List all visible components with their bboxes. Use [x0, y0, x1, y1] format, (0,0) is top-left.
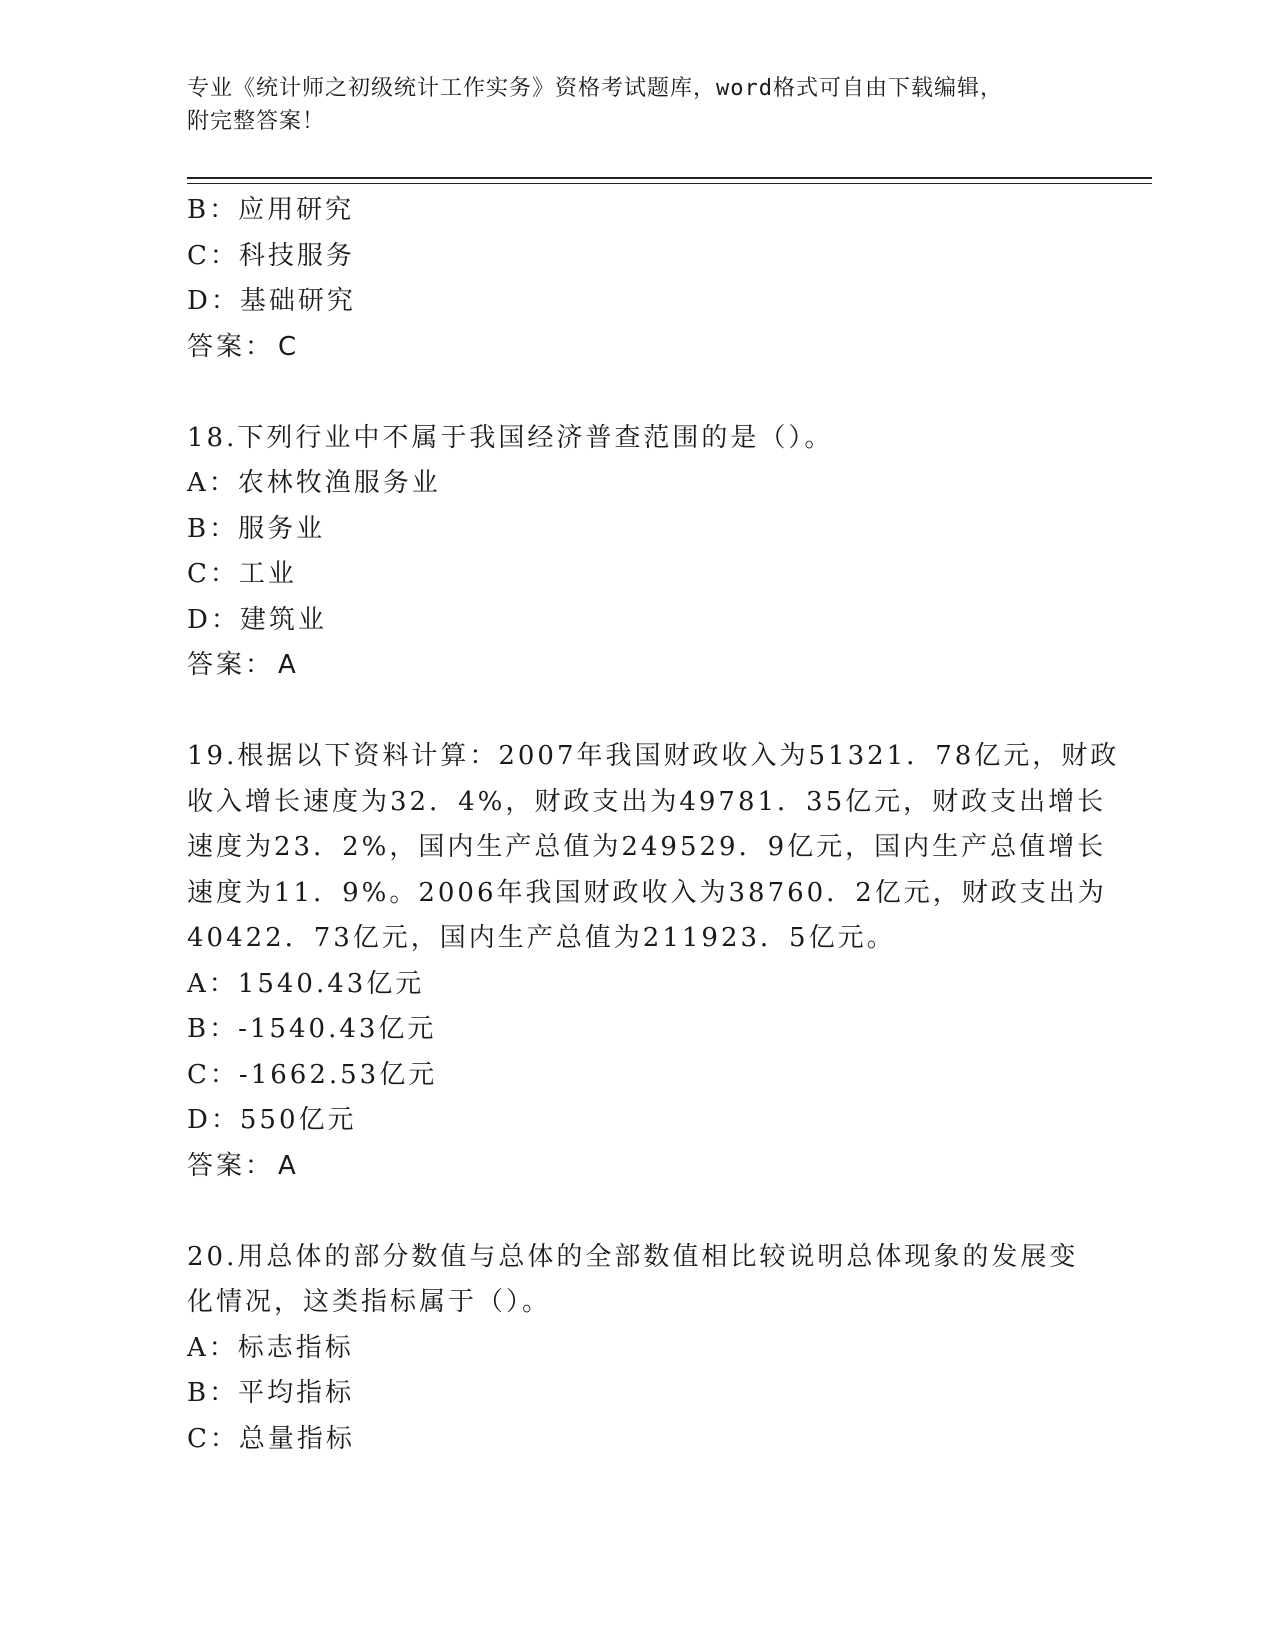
question-text-line-4: 速度为11．9%。2006年我国财政收入为38760．2亿元，财政支出为 [187, 877, 1107, 908]
question-text-line-1: 20.用总体的部分数值与总体的全部数值相比较说明总体现象的发展变 [187, 1241, 1079, 1272]
option-text: 服务业 [238, 513, 326, 544]
option-label: D： [187, 1105, 240, 1135]
option-label: B： [187, 1378, 239, 1408]
option-label: A： [187, 468, 238, 498]
option-label: D： [187, 604, 240, 635]
answer-value: C [278, 331, 300, 362]
option-a [187, 962, 1087, 1008]
question-18 [187, 416, 1087, 689]
option-a [187, 1326, 1087, 1372]
option-text: -1540.43亿元 [238, 1014, 437, 1044]
spacer [187, 370, 1087, 416]
question-content [187, 188, 1120, 1462]
option-d [187, 1098, 1087, 1144]
option-text: 标志指标 [237, 1332, 354, 1363]
option-c [187, 552, 1087, 598]
question-text-line-5: 40422．73亿元，国内生产总值为211923．5亿元。 [187, 923, 896, 953]
option-text: 科技服务 [238, 240, 355, 271]
question-text-line-3: 速度为23．2%，国内生产总值为249529．9亿元，国内生产总值增长 [187, 832, 1107, 862]
option-label: C： [187, 559, 239, 589]
question-text-line-2: 化情况，这类指标属于（）。 [187, 1287, 552, 1317]
header-rule-thin [187, 183, 1152, 184]
option-text: 工业 [238, 559, 297, 589]
option-c [187, 1053, 1087, 1099]
option-text: 建筑业 [239, 604, 327, 635]
option-label: D： [187, 286, 240, 316]
option-label: B： [187, 195, 239, 225]
question-20 [187, 1235, 1087, 1463]
document-header [187, 72, 1067, 138]
option-d [187, 598, 1087, 644]
option-b [187, 1007, 1087, 1053]
option-b [187, 1371, 1087, 1417]
spacer [187, 1189, 1087, 1235]
question-19 [187, 734, 1120, 1189]
option-text: 550亿元 [239, 1105, 357, 1135]
answer-value: A [278, 1150, 299, 1181]
option-label: C： [187, 240, 239, 271]
answer-label: 答案： [187, 331, 275, 362]
header-line-1: 专业《统计师之初级统计工作实务》资格考试题库，word格式可自由下载编辑， [187, 76, 1003, 101]
header-rule-thick [187, 177, 1152, 179]
option-text: 基础研究 [239, 286, 356, 316]
option-b [187, 188, 1087, 234]
question-text-line-1: 19.根据以下资料计算：2007年我国财政收入为51321．78亿元，财政 [187, 741, 1120, 771]
question-text-line-2: 收入增长速度为32．4%，财政支出为49781．35亿元，财政支出增长 [187, 786, 1107, 817]
spacer [187, 689, 1087, 735]
option-text: 总量指标 [238, 1423, 355, 1454]
option-text: 农林牧渔服务业 [237, 468, 441, 498]
header-line-2: 附完整答案！ [187, 109, 326, 134]
answer [187, 1144, 1087, 1190]
option-text: 应用研究 [238, 195, 355, 225]
option-c [187, 234, 1087, 280]
option-label: B： [187, 1014, 239, 1044]
option-d [187, 279, 1087, 325]
option-c [187, 1417, 1087, 1463]
answer-value: A [278, 650, 299, 680]
option-text: -1662.53亿元 [238, 1059, 438, 1090]
option-label: C： [187, 1423, 239, 1454]
question-text: 18.下列行业中不属于我国经济普查范围的是（）。 [187, 422, 834, 453]
answer-label: 答案： [187, 650, 275, 680]
option-text: 平均指标 [238, 1378, 355, 1408]
option-label: A： [187, 1332, 238, 1363]
option-label: C： [187, 1059, 239, 1090]
option-a [187, 461, 1087, 507]
answer-label: 答案： [187, 1150, 275, 1181]
answer [187, 643, 1087, 689]
answer [187, 325, 1087, 371]
option-label: A： [187, 968, 238, 999]
option-label: B： [187, 513, 239, 544]
question-17 [187, 188, 1087, 370]
option-text: 1540.43亿元 [237, 968, 425, 999]
option-b [187, 507, 1087, 553]
